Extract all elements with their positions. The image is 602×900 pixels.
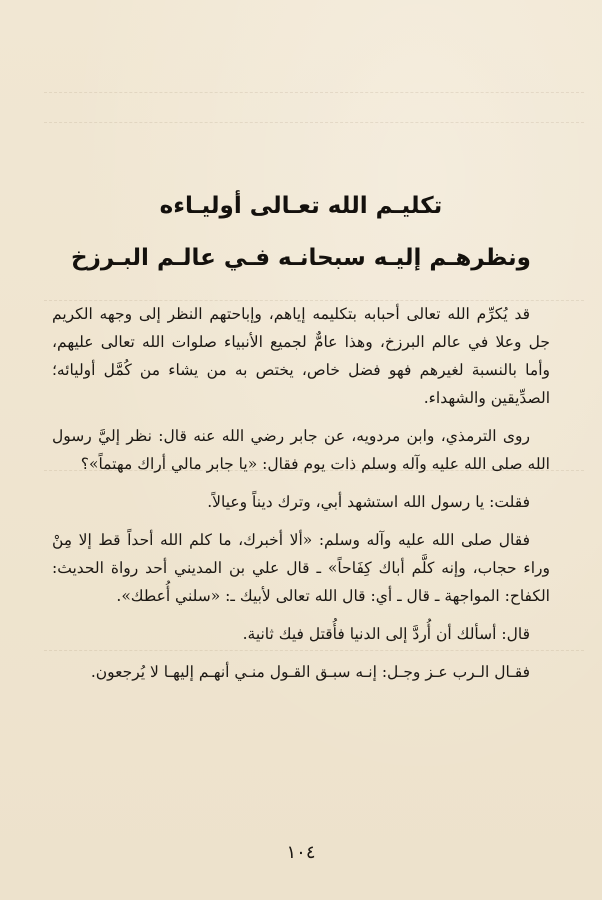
bleed-through-line xyxy=(44,92,584,103)
heading-line-2: ونظرهـم إليـه سبحانـه فـي عالـم البـرزخ xyxy=(71,245,531,271)
paragraph: فقلت: يا رسول الله استشهد أبي، وترك ديناً وعيالاً. xyxy=(207,493,530,511)
bleed-through-line xyxy=(44,122,584,133)
paragraph: فقال صلى الله عليه وآله وسلم: «ألا أخبرك، ما كلم الله أحداً قط إلا مِنْ وراء حجاب، وإنه كلَّم أباك كِفَاحاً» ـ قال علي بن المديني أحد رواة الحديث: الكفاح: المواجهة ـ قال ـ أي: قال الله تعالى لأبيك ـ: «سلني أُعطك». xyxy=(52,531,550,605)
paragraph: روى الترمذي، وابن مردويه، عن جابر رضي الله عنه قال: نظر إليَّ رسول الله صلى الله عليه وآله وسلم ذات يوم فقال: «يا جابر مالي أراك مهتماً»؟ xyxy=(52,427,550,473)
paragraph: فقـال الـرب عـز وجـل: إنـه سبـق القـول منـي أنهـم إليهـا لا يُرجعون. xyxy=(90,663,530,681)
paragraph: قال: أسألك أن أُردَّ إلى الدنيا فأُقتل فيك ثانية. xyxy=(242,625,530,643)
body-text xyxy=(52,300,550,696)
page-number: ١٠٤ xyxy=(286,842,316,863)
chapter-heading xyxy=(40,180,562,284)
heading-line-1: تكليـم الله تعـالى أوليـاءه xyxy=(159,193,443,219)
paragraph: قد يُكرِّم الله تعالى أحبابه بتكليمه إياهم، وإباحتهم النظر إلى وجهه الكريم جل وعلا في عالم البرزخ، وهذا عامٌّ لجميع الأنبياء صلوات الله تعالى عليهم، وأما بالنسبة لغيرهم فهو فضل خاص، يختص به من يشاء من كُمَّل أوليائه؛ الصدِّيقين والشهداء. xyxy=(52,305,550,407)
